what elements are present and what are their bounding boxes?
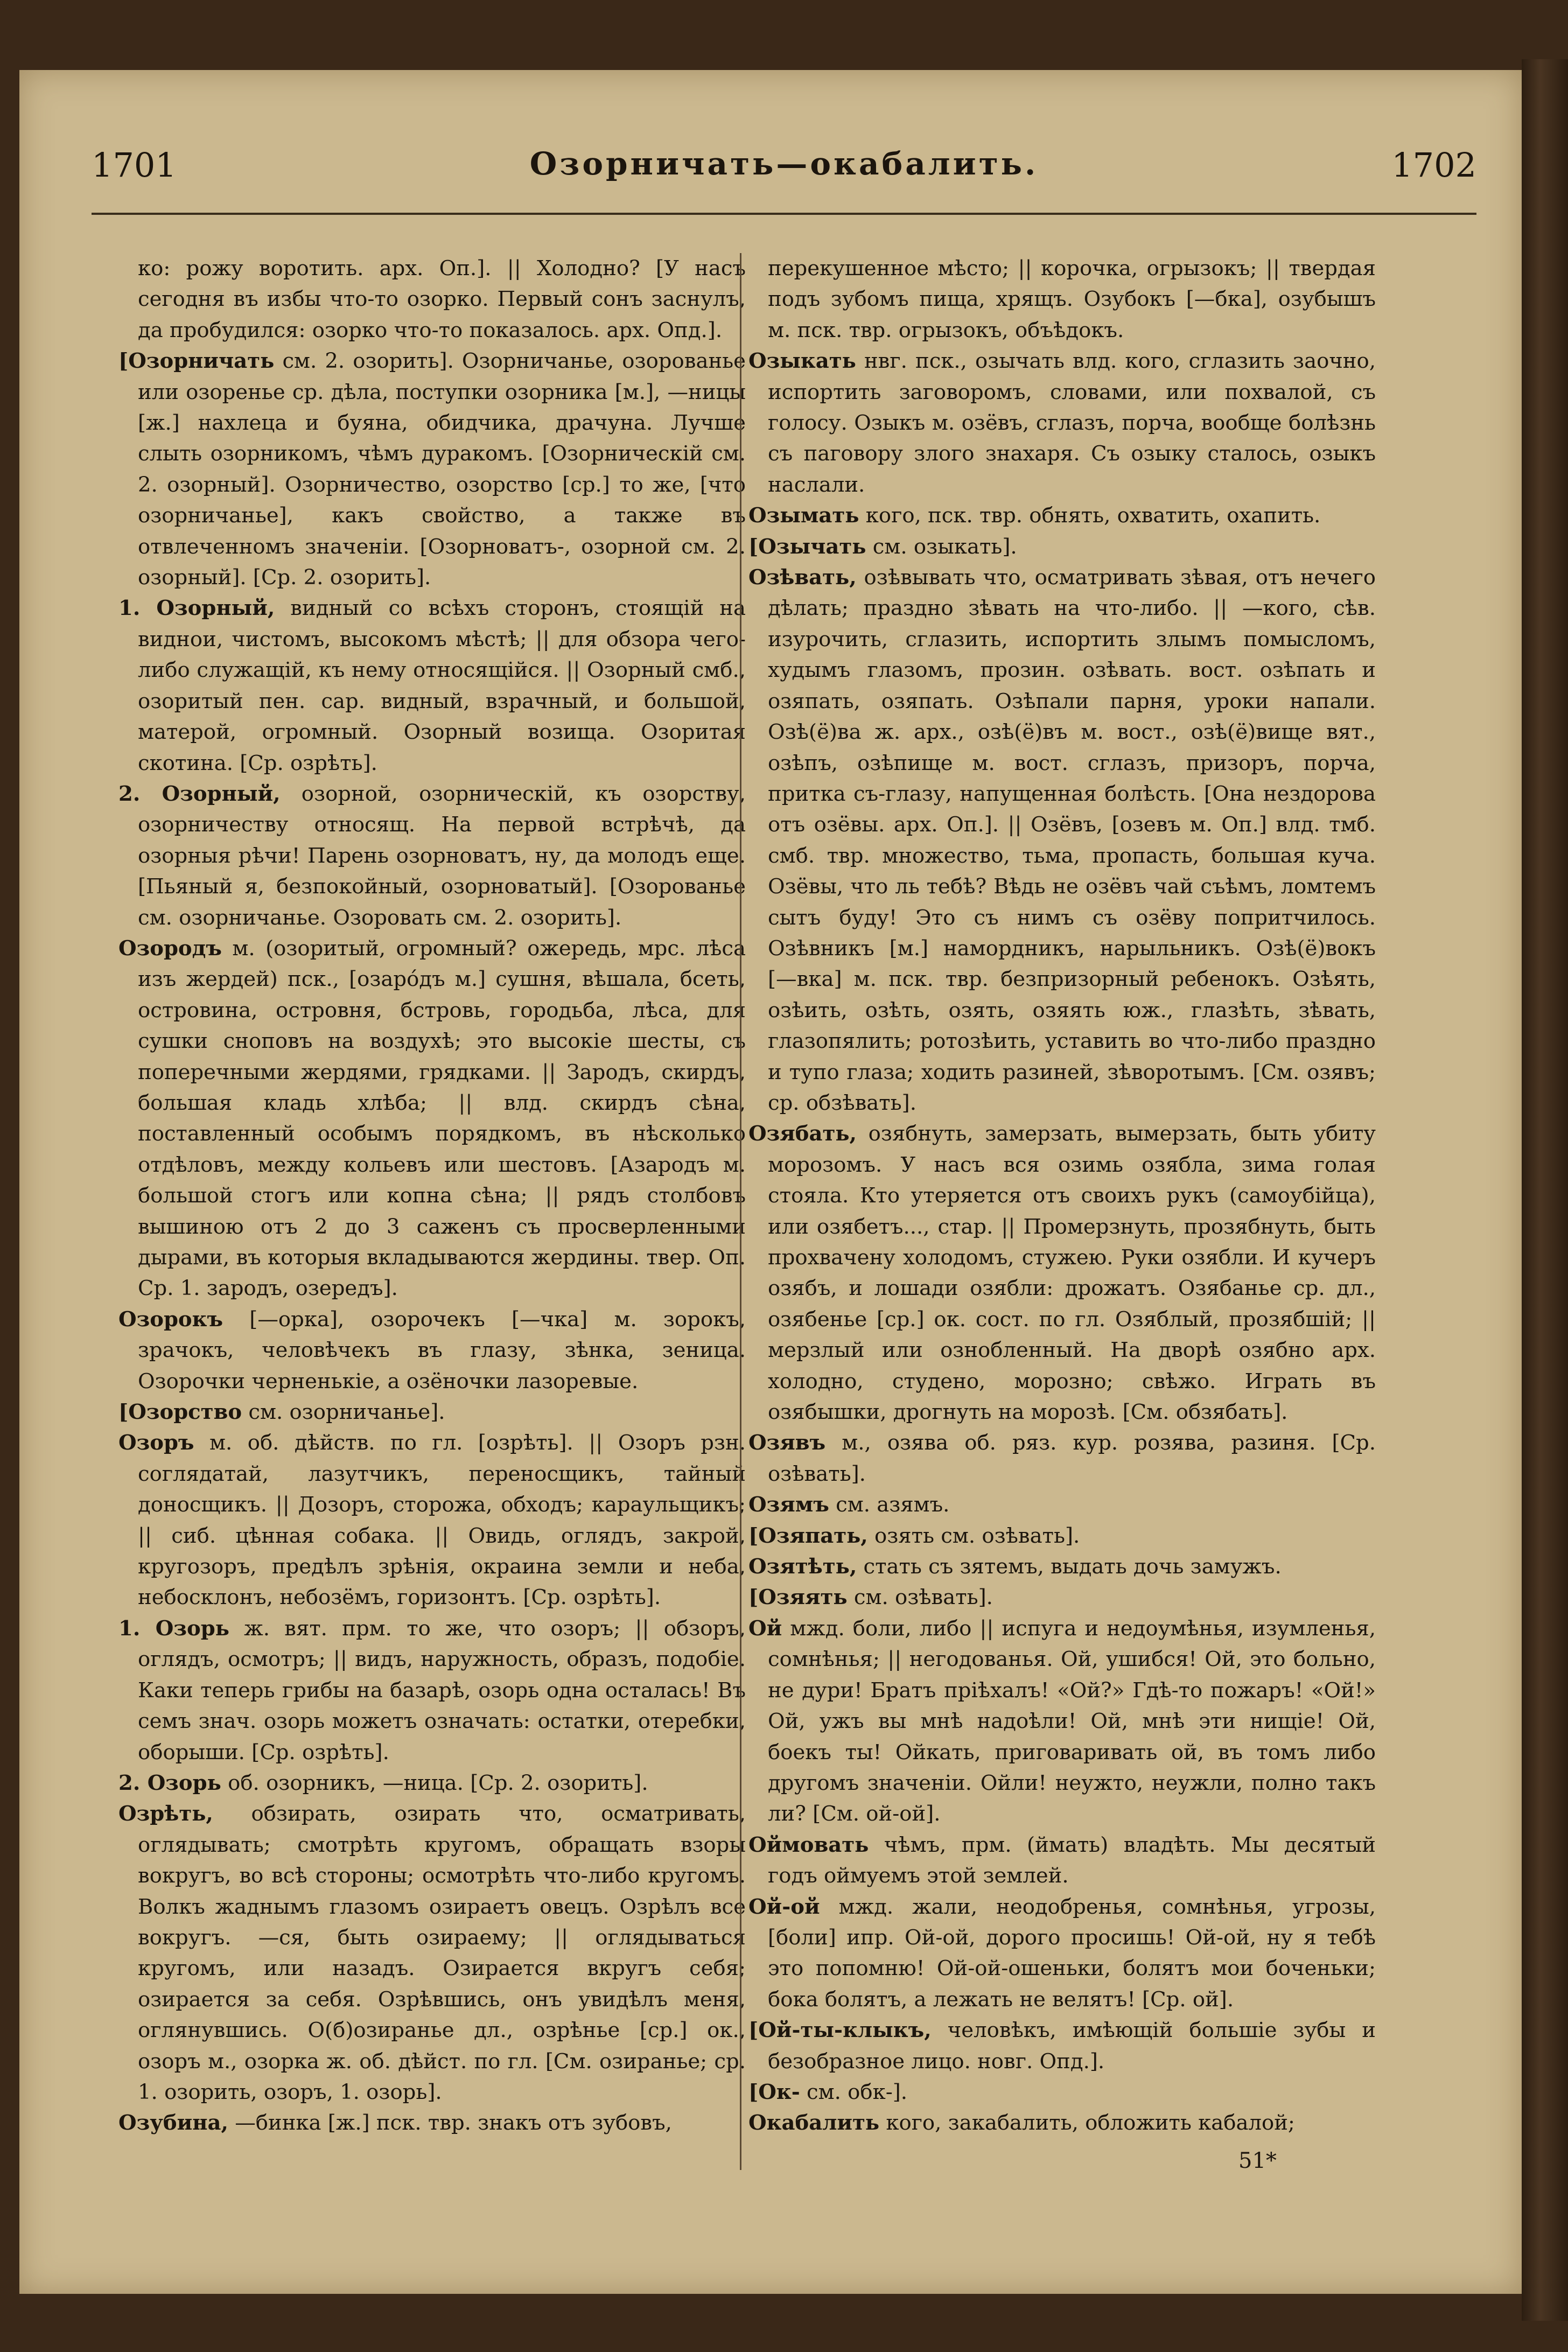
entry-text: кого, пск. твр. обнять, охватить, охапить.: [865, 503, 1321, 528]
dictionary-entry: [748, 1551, 1376, 1582]
entry-text: человѣкъ, имѣющій большіе зубы и безобразное лицо. новг. Опд.].: [768, 2018, 1376, 2074]
page-number-right: 1702: [1391, 145, 1476, 185]
dictionary-entry: [748, 1582, 1376, 1613]
entry-text: озѣвывать что, осматривать зѣвая, отъ нечего дѣлать; праздно зѣвать на что-либо. || —кого, сѣв. изурочить, сглазить, испортить злымъ помысломъ, худымъ глазомъ, прозин. озѣвать. вост. озѣпать и озяпать, озяпать. Озѣпали парня, уроки напали. Озѣ(ё)ва ж. арх., озѣ(ё)въ м. вост., озѣ(ё)вище вят., озѣпъ, озѣпище м. вост. сглазъ, призоръ, порча, притка съ-глазу, напущенная болѣсть. [Она нездорова отъ озёвы. арх. Оп.]. || Озёвъ, [озевъ м. Оп.] влд. тмб. смб. твр. множество, тьма, пропасть, большая куча. Озёвы, что ль тебѣ? Вѣдь не озёвъ чай съѣмъ, ломтемъ сытъ буду! Это съ нимъ съ озёву попритчилось. Озѣвникъ [м.] намордникъ, нарыльникъ. Озѣ(ё)вокъ [—вка] м. пск. твр. безпризорный ребенокъ. Озѣять, озѣить, озѣть, озять, озяять юж., глазѣть, зѣвать, глазопялить; ротозѣить, уставить во что-либо праздно и тупо глаза; ходить разиней, зѣворотымъ. [См. озявъ; ср. обзѣвать].: [768, 565, 1376, 1115]
entry-text: ж. вят. прм. то же, что озоръ; || обзоръ, оглядъ, осмотръ; || видъ, наружность, образъ, подобіе. Каки теперь грибы на базарѣ, озорь одна осталась! Въ семъ знач. озорь можетъ означать: остатки, отеребки, оборыши. [Ср. озрѣть].: [138, 1616, 746, 1765]
header-rule: [92, 213, 1476, 215]
left-column: [118, 253, 746, 2170]
entry-headword: Озыкать: [748, 349, 856, 374]
signature-mark: 51*: [1238, 2148, 1277, 2173]
entry-headword: Окабалить: [748, 2111, 880, 2136]
entry-headword: 2. Озорный,: [118, 781, 281, 806]
dictionary-entry: [748, 346, 1376, 500]
dictionary-entry: [748, 531, 1376, 562]
entry-headword: 1. Озорный,: [118, 596, 275, 621]
entry-headword: [Ок-: [748, 2080, 800, 2104]
book-edge: [1522, 59, 1568, 2321]
page-number-left: 1701: [92, 145, 177, 185]
dictionary-entry: [748, 2077, 1376, 2108]
column-divider: [740, 253, 741, 2170]
entry-headword: Озябать,: [748, 1122, 857, 1146]
entry-headword: Озявъ: [748, 1431, 826, 1455]
entry-headword: Оймовать: [748, 1832, 869, 1857]
page-header: [92, 145, 1476, 199]
entry-text: м., озява об. ряз. кур. розява, разиня. [Ср. озѣвать].: [768, 1431, 1376, 1486]
entry-text: см. 2. озорить]. Озорничанье, озорованье или озоренье ср. дѣла, поступки озорника [м.], —ницы [ж.] нахлеца и буяна, обидчика, драчуна. Лучше слыть озорникомъ, чѣмъ дуракомъ. [Озорническій см. 2. озорный]. Озорничество, озорство [ср.] то же, [что озорничанье], какъ свойство, а также въ отвлеченномъ значеніи. [Озорноватъ-, озорной см. 2. озорный]. [Ср. 2. озорить].: [138, 349, 746, 590]
entry-headword: [Ой-ты-клыкъ,: [748, 2018, 932, 2043]
entry-text: стать съ зятемъ, выдать дочь замужъ.: [863, 1555, 1282, 1579]
entry-text: см. обк-].: [807, 2080, 908, 2104]
dictionary-entry: [748, 1427, 1376, 1489]
entry-headword: [Озяпать,: [748, 1523, 868, 1548]
entry-text: м. (озоритый, огромный? ожередь, мрс. лѣса изъ жердей) пск., [озарóдъ м.] сушня, вѣшала, бсеть, островина, островня, бстровь, городьба, лѣса, для сушки сноповъ на воздухѣ; это высокіе шесты, съ поперечными жердями, грядками. || Зародъ, скирдъ, большая кладь хлѣба; || влд. скирдъ сѣна, поставленный особымъ порядкомъ, въ нѣсколько отдѣловъ, между кольевъ или шестовъ. [Азародъ м. большой стогъ или копна сѣна; || рядъ столбовъ вышиною отъ 2 до 3 саженъ съ просверленными дырами, въ которыя вкладываются жердины. твер. Оп. Ср. 1. зародъ, озередъ].: [138, 936, 746, 1301]
entry-text: см. азямъ.: [836, 1493, 950, 1517]
entry-headword: Озорокъ: [118, 1307, 223, 1332]
entry-text: нвг. пск., озычать влд. кого, сглазить заочно, испортить заговоромъ, словами, или похвалой, съ голосу. Озыкъ м. озёвъ, сглазъ, порча, вообще болѣзнь съ паговору злого знахаря. Съ озыку сталось, озыкъ наслали.: [768, 349, 1376, 497]
dictionary-entry: [118, 253, 746, 346]
entry-text: —бинка [ж.] пск. твр. знакъ отъ зубовъ,: [235, 2111, 672, 2136]
dictionary-entry: [748, 1489, 1376, 1520]
entry-text: мжд. жали, неодобренья, сомнѣнья, угрозы, [боли] ипр. Ой-ой, дорого просишь! Ой-ой, ну я тебѣ это попомню! Ой-ой-ошеньки, болятъ мои боченьки; бока болятъ, а лежать не велятъ! [Ср. ой].: [768, 1894, 1376, 2012]
entry-text: озябнуть, замерзать, вымерзать, быть убиту морозомъ. У насъ вся озимь озябла, зима голая стояла. Кто утеряется отъ своихъ рукъ (самоубійца), или озябетъ..., стар. || Промерзнуть, прозябнуть, быть прохвачену холодомъ, стужею. Руки озябли. И кучеръ озябъ, и лошади озябли: дрожатъ. Озябанье ср. дл., озябенье [ср.] ок. сост. по гл. Озяблый, прозябшій; || мерзлый или ознобленный. На дворѣ озябно арх. холодно, студено, морозно; свѣжо. Играть въ озябышки, дрогнуть на морозѣ. [См. обзябать].: [768, 1122, 1376, 1425]
entry-headword: Озѣвать,: [748, 565, 857, 590]
entry-text: видный со всѣхъ сторонъ, стоящій на виднои, чистомъ, высокомъ мѣстѣ; || для обзора чего-либо служащій, къ нему относящійся. || Озорный смб., озоритый пен. сар. видный, взрачный, и большой, матерой, огромный. Озорный возища. Озоритая скотина. [Ср. озрѣть].: [138, 596, 746, 775]
entry-headword: Ой-ой: [748, 1894, 820, 1919]
entry-text: перекушенное мѣсто; || корочка, огрызокъ; || твердая подъ зубомъ пища, хрящъ. Озубокъ [—бка], озубышъ м. пск. твр. огрызокъ, объѣдокъ.: [768, 256, 1376, 342]
dictionary-entry: [118, 1798, 746, 2108]
entry-text: озорной, озорническій, къ озорству, озорничеству относящ. На первой встрѣчѣ, да озорныя рѣчи! Парень озорноватъ, ну, да молодъ еще. [Пьяный я, безпокойный, озорноватый]. [Озорованье см. озорничанье. Озоровать см. 2. озорить].: [138, 781, 746, 930]
entry-headword: Озымать: [748, 503, 859, 528]
entry-headword: [Озяять: [748, 1585, 848, 1610]
entry-headword: Озородъ: [118, 936, 222, 961]
entry-headword: Ой: [748, 1616, 782, 1641]
entry-text: кого, закабалить, обложить кабалой;: [886, 2111, 1295, 2136]
dictionary-entry: [748, 2015, 1376, 2077]
entry-text: см. озорничанье].: [248, 1400, 445, 1425]
dictionary-entry: [118, 1397, 746, 1427]
dictionary-entry: [748, 1892, 1376, 2015]
entry-text: об. озорникъ, —ница. [Ср. 2. озорить].: [228, 1770, 648, 1795]
entry-text: см. озыкать].: [872, 534, 1017, 559]
entry-headword: Озубина,: [118, 2111, 228, 2136]
entry-text: см. озѣвать].: [853, 1585, 993, 1610]
entry-text: м. об. дѣйств. по гл. [озрѣть]. || Озоръ рзн. соглядатай, лазутчикъ, переносщикъ, тайный доносщикъ. || Дозоръ, сторожа, обходъ; караульщикъ; || сиб. цѣнная собака. || Овидь, оглядъ, закрой, кругозоръ, предѣлъ зрѣнія, окраина земли и неба, небосклонъ, небозёмъ, горизонтъ. [Ср. озрѣть].: [138, 1431, 746, 1610]
entry-text: ко: рожу воротить. арх. Оп.]. || Холодно? [У насъ сегодня въ избы что-то озорко. Первый сонъ заснулъ, да пробудился: озорко что-то показалось. арх. Опд.].: [138, 256, 746, 342]
dictionary-entry: [118, 779, 746, 933]
dictionary-entry: [748, 500, 1376, 531]
entry-text: обзирать, озирать что, осматривать, оглядывать; смотрѣть кругомъ, обращать взоры вокругъ, во всѣ стороны; осмотрѣть что-либо кругомъ. Волкъ жаднымъ глазомъ озираетъ овецъ. Озрѣлъ все вокругъ. —ся, быть озираему; || оглядываться кругомъ, или назадъ. Озирается вкругъ себя; озирается за себя. Озрѣвшись, онъ увидѣлъ меня, оглянувшись. О(б)озиранье дл., озрѣнье [ср.] ок., озоръ м., озорка ж. об. дѣйст. по гл. [См. озиранье; ср. 1. озорить, озоръ, 1. озорь].: [138, 1802, 746, 2104]
entry-text: озять см. озѣвать].: [874, 1523, 1080, 1548]
entry-headword: [Озорство: [118, 1400, 242, 1425]
dictionary-entry: [748, 253, 1376, 346]
entry-headword: Озоръ: [118, 1431, 194, 1455]
entry-headword: 2. Озорь: [118, 1770, 221, 1795]
dictionary-entry: [748, 1118, 1376, 1427]
dictionary-entry: [118, 2108, 746, 2138]
dictionary-entry: [748, 1521, 1376, 1551]
entry-headword: [Озорничать: [118, 349, 275, 374]
dictionary-entry: [118, 593, 746, 778]
dictionary-entry: [118, 1427, 746, 1613]
entry-headword: Озятѣть,: [748, 1555, 857, 1579]
entry-text: мжд. боли, либо || испуга и недоумѣнья, изумленья, сомнѣнья; || негодованья. Ой, ушибся! Ой, это больно, не дури! Братъ пріѣхалъ! «Ой?» Гдѣ-то пожаръ! «Ой!» Ой, ужъ вы мнѣ надоѣли! Ой, мнѣ эти нищіе! Ой, боекъ ты! Ойкать, приговаривать ой, въ томъ либо другомъ значеніи. Ойли! неужто, неужли, полно такъ ли? [См. ой-ой].: [768, 1616, 1376, 1826]
dictionary-entry: [748, 562, 1376, 1118]
dictionary-entry: [118, 1613, 746, 1768]
right-column: [748, 253, 1376, 2170]
entry-headword: 1. Озорь: [118, 1616, 229, 1641]
running-title: Озорничать—окабалить.: [529, 145, 1039, 182]
dictionary-entry: [118, 1304, 746, 1397]
entry-headword: Озямъ: [748, 1493, 829, 1517]
entry-headword: [Озычать: [748, 534, 866, 559]
dictionary-entry: [748, 2108, 1376, 2138]
dictionary-entry: [748, 1830, 1376, 1892]
dictionary-entry: [748, 1613, 1376, 1830]
dictionary-entry: [118, 933, 746, 1304]
dictionary-entry: [118, 346, 746, 593]
entry-text: чѣмъ, прм. (ймать) владѣть. Мы десятый годъ оймуемъ этой землей.: [768, 1832, 1376, 1888]
entry-text: [—орка], озорочекъ [—чка] м. зорокъ, зрачокъ, человѣчекъ въ глазу, зѣнка, зеница. Озорочки черненькіе, а озёночки лазоревые.: [138, 1307, 746, 1394]
dictionary-entry: [118, 1768, 746, 1798]
entry-headword: Озрѣть,: [118, 1802, 213, 1826]
